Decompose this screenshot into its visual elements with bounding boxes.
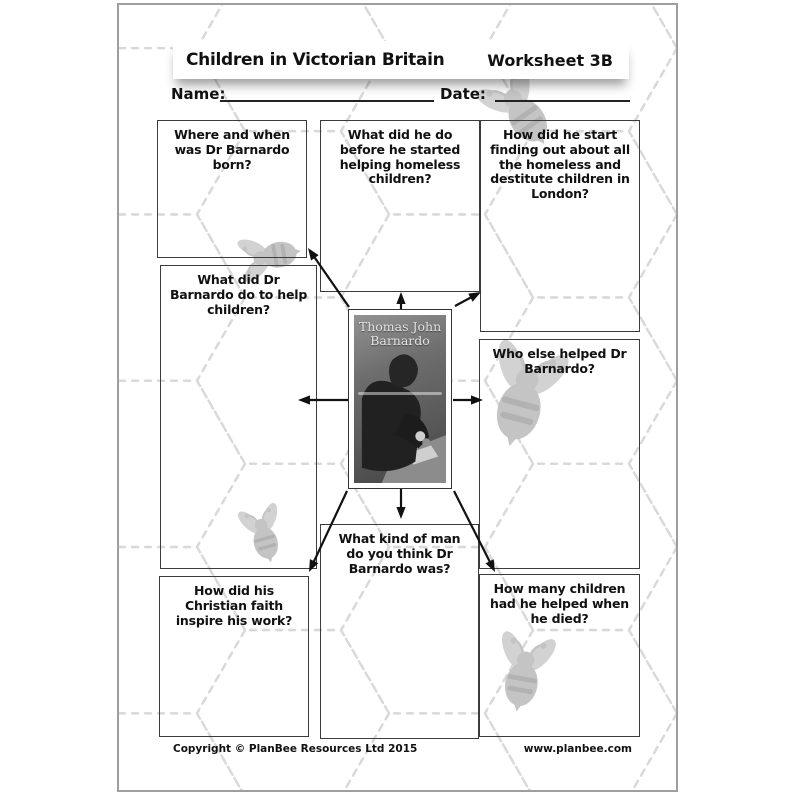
arrow-icon <box>455 292 481 306</box>
question-text: How did his Christian faith inspire his work? <box>175 583 293 628</box>
arrow-icon <box>454 491 495 572</box>
arrow-icon <box>453 395 483 404</box>
page-title: Children in Victorian Britain <box>186 50 445 70</box>
arrow-icon <box>396 489 405 519</box>
worksheet-page <box>117 3 678 792</box>
arrow-icon <box>298 395 348 404</box>
question-text: How did he start finding out about all the homeless and destitute children in London? <box>490 127 630 201</box>
worksheet-number-label: Worksheet 3B <box>487 50 613 70</box>
photo-watermark <box>358 392 443 395</box>
arrow-icon <box>309 491 347 572</box>
question-text: Where and when was Dr Barnardo born? <box>174 127 290 172</box>
question-text: How many children had he helped when he died? <box>490 581 629 626</box>
question-text: What did Dr Barnardo do to help children? <box>169 272 308 317</box>
barnardo-portrait-frame <box>348 309 452 489</box>
question-text: What kind of man do you think Dr Barnardo was? <box>338 531 461 576</box>
name-label: Name: <box>171 85 226 103</box>
barnardo-photo <box>354 315 446 483</box>
arrow-icon <box>308 248 349 307</box>
arrow-icon <box>396 292 405 309</box>
portrait-caption: Thomas John Barnardo <box>358 319 442 349</box>
copyright-text: Copyright © PlanBee Resources Ltd 2015 <box>173 743 418 755</box>
website-text: www.planbee.com <box>523 743 632 755</box>
date-label: Date: <box>440 85 486 103</box>
question-text: What did he do before he started helping homeless children? <box>339 127 461 187</box>
question-text: Who else helped Dr Barnardo? <box>492 346 627 376</box>
